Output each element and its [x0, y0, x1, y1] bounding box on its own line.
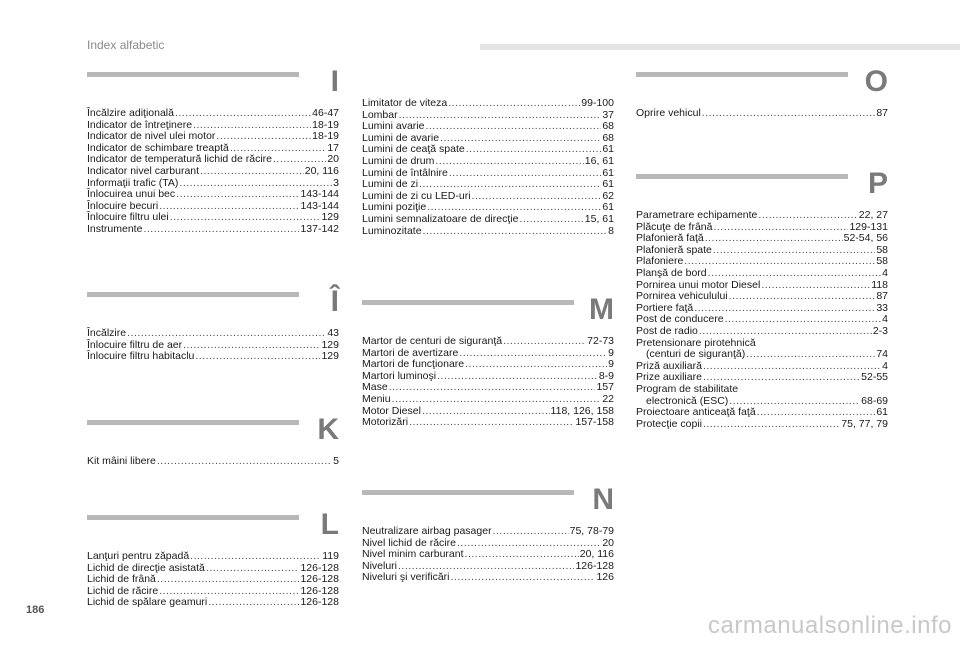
index-entry [362, 417, 614, 429]
entry-name: (centuri de siguranţă) [646, 348, 746, 361]
dot-leader [399, 110, 602, 122]
entry-page: 17 [327, 141, 339, 154]
dot-leader [725, 314, 882, 326]
dot-leader [703, 419, 840, 431]
index-entry [87, 166, 339, 178]
entry-page: 18-19 [312, 130, 339, 143]
index-entry [362, 226, 614, 238]
entry-name: Post de radio [636, 324, 698, 337]
entry-name: Înlocuire filtru de aer [87, 338, 183, 351]
entry-page: 129-131 [849, 220, 888, 233]
index-entry [362, 336, 614, 348]
entry-name: Portiere faţă [636, 301, 694, 314]
entry-page: 118 [871, 278, 888, 291]
section-rule [87, 420, 299, 425]
section-rule [362, 300, 574, 305]
dot-leader [466, 144, 602, 156]
entry-page: 126-128 [575, 559, 614, 572]
section-n [362, 483, 614, 584]
entry-name: Pornirea unui motor Diesel [636, 278, 761, 291]
dot-leader [705, 233, 843, 245]
entry-page: 68-69 [861, 394, 888, 407]
entry-page: 8 [608, 224, 614, 237]
entry-name: Niveluri şi verificări [362, 571, 450, 584]
dot-leader [143, 224, 299, 236]
entry-name: Nivel lichid de răcire [362, 536, 456, 549]
section-header [87, 65, 339, 98]
section-header [636, 65, 888, 98]
section-rule [362, 490, 574, 495]
entry-page: 61 [602, 201, 614, 214]
dot-leader [703, 361, 881, 373]
entry-page: 68 [602, 131, 614, 144]
entry-name: Lanţuri pentru zăpadă [87, 550, 190, 562]
dot-leader [493, 526, 569, 538]
entry-name: Instrumente [87, 222, 143, 235]
entry-name: Indicator de schimbare treaptă [87, 141, 229, 154]
entry-name: Program de stabilitate [636, 382, 739, 395]
dot-leader [451, 572, 596, 584]
index-entry [636, 419, 888, 431]
entry-name: Indicator de întreţinere [87, 118, 193, 131]
section-rule [87, 292, 299, 297]
index-entry [87, 351, 339, 363]
entry-page: 15, 61 [584, 212, 614, 225]
index-entry [636, 291, 888, 303]
entry-page: 126-128 [300, 596, 339, 609]
dot-leader [423, 226, 608, 238]
header-bar [480, 44, 960, 50]
index-entries [636, 210, 888, 430]
dot-leader [713, 222, 848, 234]
entry-name: Proiectoare anticeaţă faţă [636, 406, 756, 419]
section-header [87, 508, 339, 541]
section-header [362, 293, 614, 326]
entry-page: 58 [876, 255, 888, 268]
section-i [87, 65, 339, 236]
dot-leader [448, 98, 580, 110]
entry-page: 61 [876, 406, 888, 419]
dot-leader [208, 597, 299, 609]
entry-page: 129 [321, 211, 339, 224]
dot-leader [195, 351, 320, 363]
entry-page: 16, 61 [584, 154, 614, 167]
entry-name: Plafonieră faţă [636, 232, 704, 245]
dot-leader [190, 551, 321, 563]
entry-name: Meniu [362, 392, 391, 405]
dot-leader [206, 563, 300, 575]
index-entry [362, 179, 614, 191]
entry-page: 143-144 [300, 199, 339, 212]
entry-page: 5 [333, 455, 339, 467]
dot-leader [713, 245, 875, 257]
entry-page: 143-144 [300, 188, 339, 201]
entry-name: Încălzire [87, 327, 127, 339]
entry-name: Protecţie copii [636, 417, 702, 430]
section-letter: P [867, 167, 888, 200]
entry-page: 126-128 [300, 584, 339, 597]
section-p [636, 167, 888, 430]
entry-page: 52-55 [861, 371, 888, 384]
header-title: Index alfabetic [87, 38, 165, 52]
index-entry [362, 214, 614, 226]
entry-name: Mase [362, 381, 388, 394]
entry-page: 20, 116 [579, 548, 614, 561]
entry-page: 22, 27 [858, 209, 888, 221]
section-header [87, 413, 339, 446]
index-entry [87, 597, 339, 609]
entry-page: 126-128 [300, 561, 339, 574]
entry-name: Lumini de zi [362, 178, 419, 191]
entry-name: Lichid de direcţie asistată [87, 561, 205, 574]
entry-name: Indicator de temperatură lichid de răcire [87, 153, 273, 166]
entry-page: 20 [327, 153, 339, 166]
entry-page: 118, 126, 158 [550, 404, 614, 417]
entry-page: 2-3 [872, 324, 888, 337]
index-entries [87, 108, 339, 236]
entry-page: 18-19 [312, 118, 339, 131]
dot-leader [175, 108, 311, 120]
entry-name: Încălzire adiţională [87, 107, 174, 119]
entry-page: 33 [876, 301, 888, 314]
index-entries [362, 526, 614, 584]
entry-name: Kit mâini libere [87, 455, 156, 467]
section-i-circumflex [87, 285, 339, 363]
entry-name: Lichid de frână [87, 573, 156, 586]
dot-leader [389, 382, 596, 394]
dot-leader [746, 349, 875, 361]
entry-name: Martori de avertizare [362, 346, 459, 359]
entry-name: Pornirea vehiculului [636, 290, 728, 303]
dot-leader [127, 328, 326, 340]
watermark: carmanualsonline.info [708, 612, 952, 639]
entry-name: Indicator de nivel ulei motor [87, 130, 216, 143]
entry-page: 87 [876, 107, 888, 119]
section-letter: N [592, 483, 614, 516]
entry-page: 62 [602, 189, 614, 202]
entry-name: Lumini poziţie [362, 201, 427, 214]
entry-page: 137-142 [300, 222, 339, 235]
dot-leader [761, 280, 870, 292]
entry-page: 20, 116 [304, 164, 339, 177]
entry-page: 157-158 [575, 416, 614, 429]
dot-leader [437, 371, 598, 383]
entry-name: Oprire vehicul [636, 107, 701, 119]
dot-leader [157, 456, 332, 468]
index-entry [87, 224, 339, 236]
dot-leader [183, 340, 320, 352]
index-entries [362, 98, 614, 237]
entry-name: Plafoniere [636, 255, 684, 268]
dot-leader [465, 549, 579, 561]
section-header [636, 167, 888, 200]
entry-page: 75, 78-79 [569, 525, 614, 537]
index-entry [636, 407, 888, 419]
section-header [87, 285, 339, 318]
entry-name: Lumini de drum [362, 154, 435, 167]
dot-leader [419, 179, 601, 191]
entry-name: Informaţii trafic (TA) [87, 176, 179, 189]
section-k [87, 413, 339, 468]
dot-leader [409, 417, 574, 429]
dot-leader [435, 156, 583, 168]
dot-leader [702, 108, 876, 120]
dot-leader [472, 191, 602, 203]
entry-page: 43 [327, 327, 339, 339]
entry-page: 129 [321, 350, 339, 363]
dot-leader [503, 336, 586, 348]
entry-name: Pretensionare pirotehnică [636, 336, 756, 349]
index-entry [362, 98, 614, 110]
dot-leader [157, 574, 300, 586]
index-entry [87, 328, 339, 340]
entry-page: 37 [602, 108, 614, 121]
index-entries [362, 336, 614, 429]
entry-name: Parametrare echipamente [636, 209, 758, 221]
entry-name: Lumini avarie [362, 120, 425, 133]
entry-page: 58 [876, 243, 888, 256]
entry-name: Motorizări [362, 416, 409, 429]
section-header [362, 483, 614, 516]
index-entries [87, 456, 339, 468]
entry-page: 3 [333, 176, 339, 189]
section-l-continued [362, 70, 614, 237]
dot-leader [729, 291, 876, 303]
index-entries [636, 108, 888, 120]
entry-name: Martor de centuri de siguranţă [362, 335, 503, 347]
index-entry [362, 572, 614, 584]
entry-name: Limitator de viteza [362, 97, 448, 109]
entry-name: Neutralizare airbag pasager [362, 525, 492, 537]
entry-page: 72-73 [587, 335, 614, 347]
entry-page: 119 [322, 550, 339, 562]
dot-leader [170, 212, 321, 224]
entry-name: Martori luminoşi [362, 369, 437, 382]
entry-name: Planşă de bord [636, 266, 707, 279]
entry-name: Martori de funcţionare [362, 358, 465, 371]
entry-name: Lumini de avarie [362, 131, 440, 144]
entry-name: Lumini de ceaţă spate [362, 143, 465, 156]
entry-page: 46-47 [312, 107, 339, 119]
entry-name: Prize auxiliare [636, 371, 702, 384]
entry-name: Înlocuire filtru ulei [87, 211, 169, 224]
entry-name: Post de conducere [636, 313, 724, 326]
entry-page: 61 [602, 166, 614, 179]
entry-name: electronică (ESC) [646, 394, 729, 407]
entry-page: 61 [602, 143, 614, 156]
entry-page: 9 [608, 346, 614, 359]
entry-name: Luminozitate [362, 224, 422, 237]
dot-leader [200, 166, 304, 178]
entry-page: 22 [602, 392, 614, 405]
section-letter: Î [330, 285, 339, 318]
dot-leader [459, 348, 607, 360]
entry-page: 157 [596, 381, 614, 394]
dot-leader [449, 168, 602, 180]
section-letter: O [864, 65, 888, 98]
dot-leader [708, 268, 882, 280]
dot-leader [757, 407, 876, 419]
entry-page: 4 [882, 313, 888, 326]
entry-name: Lumini semnalizatoare de direcţie [362, 212, 519, 225]
entry-page: 20 [602, 536, 614, 549]
dot-leader [176, 189, 299, 201]
section-l [87, 508, 339, 609]
section-rule [636, 174, 848, 179]
dot-leader [465, 359, 607, 371]
dot-leader [422, 406, 550, 418]
entry-name: Înlocuire becuri [87, 199, 159, 212]
entry-page: 8-9 [598, 369, 614, 382]
index-entry [87, 456, 339, 468]
section-rule [87, 72, 299, 77]
entry-page: 99-100 [581, 97, 614, 109]
index-entry [636, 108, 888, 120]
entry-name: Plăcuţe de frână [636, 220, 713, 233]
dot-leader [684, 256, 875, 268]
index-entry [362, 382, 614, 394]
entry-name: Lichid de spălare geamuri [87, 596, 208, 609]
dot-leader [519, 214, 583, 226]
entry-name: Plafonieră spate [636, 243, 712, 256]
index-entry [636, 349, 888, 361]
entry-page: 68 [602, 120, 614, 133]
index-entries [87, 551, 339, 609]
index-entry [87, 551, 339, 563]
entry-name: Lombar [362, 108, 398, 121]
section-m [362, 293, 614, 429]
entry-name: Niveluri [362, 559, 398, 572]
section-o [636, 65, 888, 120]
index-entry [362, 371, 614, 383]
index-entry [636, 326, 888, 338]
section-letter: K [317, 413, 339, 446]
entry-name: Indicator nivel carburant [87, 164, 200, 177]
entry-name: Lumini de întâlnire [362, 166, 448, 179]
entry-name: Lumini de zi cu LED-uri [362, 189, 471, 202]
section-letter: I [330, 65, 339, 98]
entry-name: Motor Diesel [362, 404, 421, 417]
index-entry [362, 156, 614, 168]
entry-page: 126-128 [300, 573, 339, 586]
entry-page: 129 [321, 338, 339, 351]
dot-leader [216, 131, 311, 143]
entry-name: Nivel minim carburant [362, 548, 464, 561]
index-entry [636, 384, 888, 396]
section-letter: M [589, 293, 614, 326]
entry-name: Înlocuire filtru habitaclu [87, 350, 195, 363]
index-entry [87, 189, 339, 201]
entry-page: 4 [882, 266, 888, 279]
index-entry [636, 210, 888, 222]
entry-page: 126 [596, 571, 614, 584]
entry-name: Lichid de răcire [87, 584, 159, 597]
index-entry [362, 526, 614, 538]
entry-page: 4 [882, 359, 888, 372]
dot-leader [699, 326, 872, 338]
entry-name: Priză auxiliară [636, 359, 702, 372]
entry-page: 9 [608, 358, 614, 371]
entry-page: 87 [876, 290, 888, 303]
index-entry [636, 268, 888, 280]
index-entry [87, 108, 339, 120]
dot-leader [758, 210, 857, 222]
entry-name: Înlocuirea unui bec [87, 188, 176, 201]
entry-page: 61 [602, 178, 614, 191]
index-entries [87, 328, 339, 363]
entry-page: 75, 77, 79 [841, 417, 888, 430]
entry-page: 52-54, 56 [843, 232, 888, 245]
page-number: 186 [26, 604, 45, 616]
dot-leader [392, 394, 602, 406]
index-entry [362, 394, 614, 406]
dot-leader [425, 121, 601, 133]
section-rule [636, 72, 848, 77]
section-letter: L [320, 508, 339, 541]
section-rule [87, 515, 299, 520]
entry-page: 74 [876, 348, 888, 361]
dot-leader [159, 201, 299, 213]
